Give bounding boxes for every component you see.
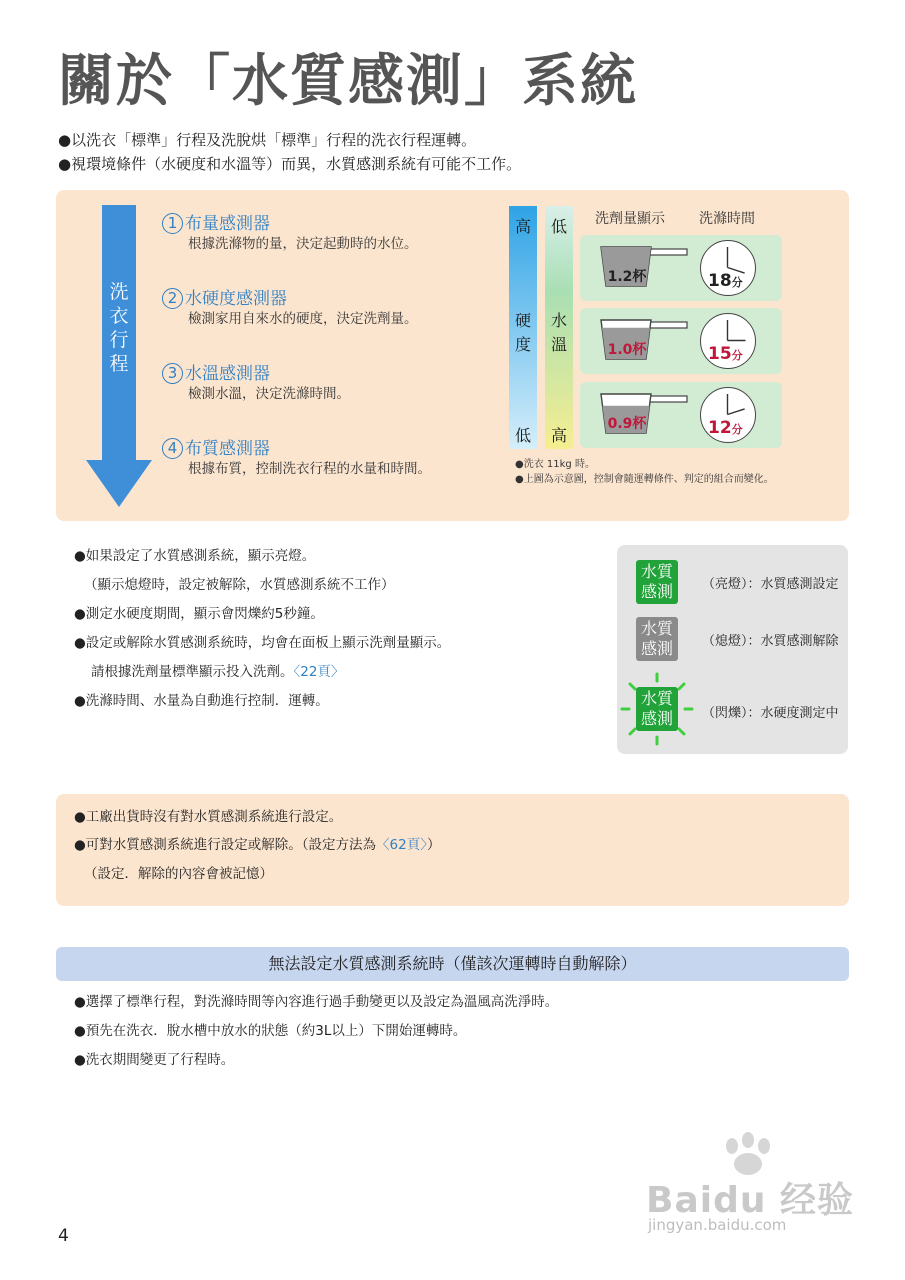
process-arrow-label: 洗衣行程 (109, 281, 129, 375)
display-note-2: （顯示熄燈時，設定被解除，水質感測系統不工作） (84, 577, 395, 593)
sensor-desc-1: 根據洗滌物的量，決定起動時的水位。 (188, 236, 418, 252)
cannot-set-item-2: ●預先在洗衣．脫水槽中放水的狀態（約3L以上）下開始運轉時。 (74, 1023, 467, 1039)
sensor-number-1: 1 (162, 213, 183, 234)
cup-handle (649, 396, 687, 402)
sensor-title-3 (162, 362, 270, 386)
temperature-high-label: 高 (550, 426, 567, 445)
scale-note-1: ●洗衣 11kg 時。 (515, 459, 595, 470)
sensor-number-4: 4 (162, 438, 183, 459)
watermark-url: jingyan.baidu.com (648, 1216, 787, 1234)
factory-note-2 (74, 834, 440, 856)
lamp-on-label: （亮燈）：水質感測設定 (702, 577, 839, 592)
sensor-title-2 (162, 287, 287, 311)
lamp-indicator-blink: 水質感測 (636, 687, 678, 731)
sensor-number-3: 3 (162, 363, 183, 384)
display-note-4: ●設定或解除水質感測系統時，均會在面板上顯示洗劑量顯示。 (74, 635, 451, 651)
wash-time-3 (708, 417, 743, 441)
display-note-5 (91, 661, 344, 683)
watermark-logo: Baidu 经验 (646, 1180, 855, 1221)
wash-time-unit: 分 (731, 423, 743, 436)
hardness-high-label: 高 (514, 217, 531, 236)
sensor-name-4: 布質感測器 (185, 439, 270, 459)
page-22-link[interactable]: 〈22頁〉 (293, 664, 345, 680)
cannot-set-header: 無法設定水質感測系統時（僅該次運轉時自動解除） (56, 947, 849, 981)
lamp-blink-label: （閃爍）：水硬度測定中 (702, 706, 839, 721)
intro-line-1: ●以洗衣「標準」行程及洗脫烘「標準」行程的洗衣行程運轉。 (58, 131, 477, 149)
factory-note-3: （設定．解除的內容會被記憶） (84, 866, 273, 882)
display-note-6: ●洗滌時間、水量為自動進行控制．運轉。 (74, 693, 329, 709)
display-note-3: ●測定水硬度期間，顯示會閃爍約5秒鐘。 (74, 606, 324, 622)
cup-handle (649, 322, 687, 328)
scale-note-2: ●上圖為示意圖，控制會隨運轉條件、判定的組合而變化。 (515, 474, 774, 485)
sensor-name-1: 布量感測器 (185, 214, 270, 234)
detergent-amount-2: 1.0杯 (607, 342, 647, 358)
display-note-1: ●如果設定了水質感測系統，顯示亮燈。 (74, 548, 316, 564)
intro-line-2: ●視環境條件（水硬度和水溫等）而異，水質感測系統有可能不工作。 (58, 155, 522, 173)
sensor-desc-4: 根據布質，控制洗衣行程的水量和時間。 (188, 461, 431, 477)
temperature-low-label: 低 (550, 217, 567, 236)
temperature-label: 水溫 (550, 311, 567, 354)
page-number: 4 (58, 1226, 69, 1246)
factory-note-2-suffix: ） (426, 837, 441, 853)
wash-time-1 (708, 270, 743, 294)
process-arrow-head (86, 460, 152, 507)
detergent-amount-1: 1.2杯 (607, 269, 647, 285)
display-note-5-text: 請根據洗劑量標準顯示投入洗劑。 (91, 664, 294, 680)
sensor-name-3: 水溫感測器 (185, 364, 270, 384)
cup-handle (649, 249, 687, 255)
cannot-set-item-3: ●洗衣期間變更了行程時。 (74, 1052, 235, 1068)
sensor-title-4 (162, 437, 270, 461)
lamp-off-label: （熄燈）：水質感測解除 (702, 634, 839, 649)
lamp-indicator-off: 水質感測 (636, 617, 678, 661)
sensor-desc-3: 檢測水溫，決定洗滌時間。 (188, 386, 350, 402)
wash-time-column-header: 洗滌時間 (699, 211, 755, 227)
sensor-name-2: 水硬度感測器 (185, 289, 287, 309)
factory-note-2-text: ●可對水質感測系統進行設定或解除。（設定方法為 (74, 837, 377, 853)
wash-time-unit: 分 (731, 349, 743, 362)
wash-time-value: 15 (708, 344, 732, 364)
detergent-column-header: 洗劑量顯示 (595, 211, 665, 227)
wash-time-value: 12 (708, 418, 732, 438)
hardness-label: 硬度 (514, 311, 531, 354)
factory-note-1: ●工廠出貨時沒有對水質感測系統進行設定。 (74, 809, 343, 825)
lamp-indicator-on: 水質感測 (636, 560, 678, 604)
sensor-title-1 (162, 212, 270, 236)
cannot-set-item-1: ●選擇了標準行程，對洗滌時間等內容進行過手動變更以及設定為溫風高洗淨時。 (74, 994, 559, 1010)
detergent-amount-3: 0.9杯 (607, 416, 647, 432)
sensor-desc-2: 檢測家用自來水的硬度，決定洗劑量。 (188, 311, 418, 327)
hardness-low-label: 低 (514, 426, 531, 445)
page-62-link[interactable]: 〈62頁〉 (376, 837, 427, 853)
clock-hand-minute (728, 409, 745, 415)
wash-time-value: 18 (708, 271, 732, 291)
sensor-number-2: 2 (162, 288, 183, 309)
wash-time-2 (708, 343, 743, 367)
page-title: 關於「水質感測」系統 (58, 49, 638, 114)
wash-time-unit: 分 (731, 276, 743, 289)
